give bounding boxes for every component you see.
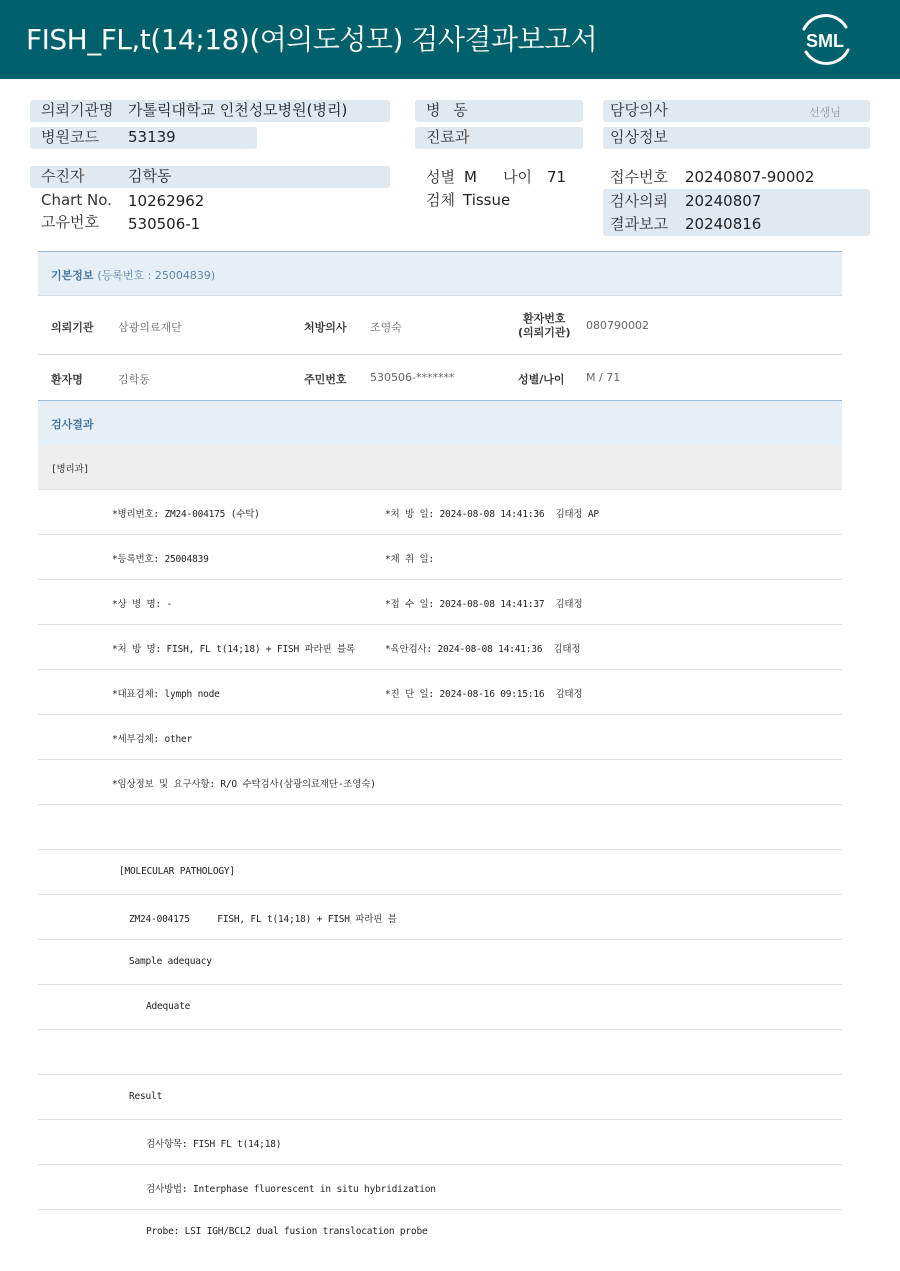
- result-line-row: [38, 715, 842, 760]
- clinical-label: 임상정보: [610, 128, 668, 146]
- doctor-suffix: 선생님: [809, 106, 841, 119]
- report-title: FISH_FL,t(14;18)(여의도성모) 검사결과보고서: [26, 23, 598, 56]
- sml-logo-text: SML: [806, 31, 844, 51]
- org-value: 삼광의료재단: [118, 321, 182, 334]
- result-line-left: *처 방 명: FISH, FL t(14;18) + FISH 파라핀 블록: [112, 644, 355, 655]
- patient-no-label: [518, 312, 571, 340]
- test-item: 검사항목: FISH FL t(14;18): [146, 1139, 282, 1150]
- prescriber-label: 처방의사: [304, 321, 347, 334]
- result-line-left: *임상정보 및 요구사항: R/O 수탁검사(삼광의료재단-조영숙): [112, 779, 376, 790]
- result-line-right: *진 단 일: 2024-08-16 09:15:16 김태정: [385, 689, 583, 700]
- age-value: 71: [547, 168, 567, 186]
- result-line-row: [38, 535, 842, 580]
- result-line-right: *육안검사: 2024-08-08 14:41:36 김태정: [385, 644, 581, 655]
- patient-no-label-line1: 환자번호: [523, 312, 566, 325]
- report-label: 결과보고: [610, 215, 668, 233]
- blank-row: [38, 805, 842, 850]
- sexage-value: M / 71: [586, 371, 621, 384]
- basic-info-row-2: [38, 355, 842, 400]
- specimen-label: 검체: [426, 191, 455, 209]
- org-label: 의뢰기관: [51, 321, 94, 334]
- result-line-row: [38, 625, 842, 670]
- prescriber-value: 조영숙: [370, 321, 402, 334]
- unique-label: 고유번호: [41, 213, 99, 231]
- patient-no-label-line2: (의뢰기관): [518, 326, 571, 339]
- result-line-left: *등록번호: 25004839: [112, 554, 209, 565]
- sex-value: M: [464, 168, 477, 186]
- blank-row: [38, 1030, 842, 1075]
- request-value: 20240807: [685, 192, 762, 210]
- hospital-code-value: 53139: [128, 128, 176, 146]
- receipt-label: 접수번호: [610, 168, 668, 186]
- specimen-value: Tissue: [463, 191, 511, 209]
- mol-heading-row: [38, 850, 842, 895]
- sexage-label: 성별/나이: [518, 373, 565, 386]
- result-line-left: *세부검체: other: [112, 734, 193, 745]
- result-line-right: *처 방 일: 2024-08-08 14:41:36 김태정 AP: [385, 509, 599, 520]
- unique-value: 530506-1: [128, 215, 201, 233]
- result-line-left: *상 병 명: -: [112, 599, 173, 610]
- name-label: 환자명: [51, 373, 83, 386]
- patient-no-value: 080790002: [586, 319, 649, 332]
- sml-logo: [796, 12, 854, 66]
- patient-value: 김학동: [128, 167, 172, 185]
- results-heading: 검사결과: [51, 418, 94, 431]
- dept-line-row: [38, 445, 842, 490]
- requesting-org-label: 의뢰기관명: [41, 101, 114, 119]
- rrn-value: 530506-*******: [370, 371, 455, 384]
- dept-line: [병리과]: [51, 464, 89, 475]
- adequate: Adequate: [146, 1001, 191, 1012]
- basic-info-title: 기본정보: [51, 269, 94, 282]
- chart-value: 10262962: [128, 192, 205, 210]
- rrn-label: 주민번호: [304, 373, 347, 386]
- mol-heading: [MOLECULAR PATHOLOGY]: [119, 866, 235, 877]
- adequate-row: [38, 985, 842, 1030]
- requesting-org-value: 가톨릭대학교 인천성모병원(병리): [128, 101, 348, 119]
- sex-label: 성별: [426, 168, 455, 186]
- test-method: 검사방법: Interphase fluorescent in situ hybridization: [146, 1184, 436, 1195]
- result-label-row: [38, 1075, 842, 1120]
- result-label: Result: [129, 1091, 163, 1102]
- patient-label: 수진자: [41, 167, 85, 185]
- doctor-label: 담당의사: [610, 101, 668, 119]
- report-header: [0, 0, 900, 79]
- result-line-left: *병리번호: ZM24-004175 (수탁): [112, 509, 260, 520]
- result-line-row: [38, 580, 842, 625]
- test-item-row: [38, 1120, 842, 1165]
- hospital-code-label: 병원코드: [41, 128, 99, 146]
- dept-label: 진료과: [426, 128, 470, 146]
- result-line-row: [38, 490, 842, 535]
- mol-case: ZM24-004175 FISH, FL t(14;18) + FISH 파라핀 블: [129, 914, 397, 925]
- result-line-right: *접 수 일: 2024-08-08 14:41:37 김태정: [385, 599, 583, 610]
- sample-adequacy-row: [38, 940, 842, 985]
- result-line-right: *채 취 일:: [385, 554, 435, 565]
- results-heading-bar: [38, 400, 842, 445]
- sample-adequacy: Sample adequacy: [129, 956, 212, 967]
- probe: Probe: LSI IGH/BCL2 dual fusion translocation probe: [146, 1226, 428, 1237]
- report-value: 20240816: [685, 215, 762, 233]
- registration-note: (등록번호 : 25004839): [97, 269, 216, 282]
- ward-label: 병 동: [426, 101, 468, 119]
- request-label: 검사의뢰: [610, 192, 668, 210]
- basic-info-heading-bar: [38, 251, 842, 296]
- result-line-row: [38, 670, 842, 715]
- receipt-value: 20240807-90002: [685, 168, 815, 186]
- chart-label: Chart No.: [41, 191, 112, 209]
- probe-row: [38, 1210, 842, 1255]
- result-line-row: [38, 760, 842, 805]
- name-value: 김학동: [118, 373, 150, 386]
- basic-info-heading: [51, 267, 215, 283]
- age-label: 나이: [503, 168, 532, 186]
- basic-info-row-1: [38, 297, 842, 355]
- test-method-row: [38, 1165, 842, 1210]
- mol-case-row: [38, 895, 842, 940]
- result-line-left: *대표검체: lymph node: [112, 689, 220, 700]
